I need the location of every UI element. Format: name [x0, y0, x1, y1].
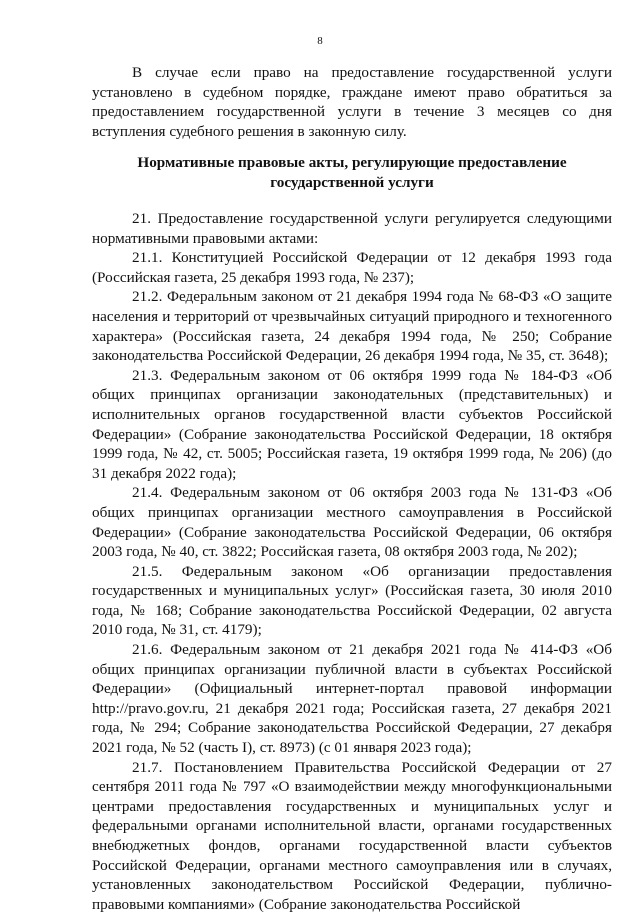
paragraph-21-4: 21.4. Федеральным законом от 06 октября 2003 года № 131-ФЗ «Об общих принципах организации местного самоуправления в Российской Федерации» (Собрание законодательства Российской Федерации, 06 октября 2003 года, № 40, ст. 3822; Российская газета, 08 октября 2003 года, № 202); — [92, 484, 612, 561]
intro-paragraph: В случае если право на предоставление государственной услуги установлено в судебном порядке, граждане имеют право обратиться за предоставлением государственной услуги в течение 3 месяцев со дня вступления судебного решения в законную силу. — [92, 64, 612, 140]
legal-acts-list — [92, 209, 612, 914]
page-number: 8 — [317, 35, 323, 47]
paragraph-21-5: 21.5. Федеральным законом «Об организации предоставления государственных и муниципальных услуг» (Российская газета, 30 июля 2010 года, № 168; Собрание законодательства Российской Федерации, 02 августа 2010 года, № 31, ст. 4179); — [92, 562, 612, 639]
section-heading-line-2: государственной услуги — [270, 173, 434, 191]
paragraph-21-3: 21.3. Федеральным законом от 06 октября 1999 года № 184-ФЗ «Об общих принципах организации законодательных (представительных) и исполнительных органов государственной власти субъектов Российской Федерации» (Собрание законодательства Российской Федерации, 18 октября 1999 года, № 42, ст. 5005; Российская газета, 19 октября 1999 года, № 206) (до 31 декабря 2022 года); — [92, 366, 612, 482]
section-heading-line-1: Нормативные правовые акты, регулирующие предоставление — [137, 154, 567, 171]
paragraph-21: 21. Предоставление государственной услуги регулируется следующими нормативными правовыми актами: — [92, 210, 612, 247]
paragraph-21-6: 21.6. Федеральным законом от 21 декабря 2021 года № 414-ФЗ «Об общих принципах организации публичной власти в субъектах Российской Федерации» (Официальный интернет-портал правовой информации http://pravo.gov.ru, 21 декабря 2021 года; Российская газета, 27 декабря 2021 года, № 294; Собрание законодательства Российской Федерации, 27 декабря 2021 года, № 52 (часть I), ст. 8973) (с 01 января 2023 года); — [92, 641, 612, 757]
intro-section — [92, 63, 612, 141]
paragraph-21-1: 21.1. Конституцией Российской Федерации от 12 декабря 1993 года (Российская газета, 25 декабря 1993 года, № 237); — [92, 249, 612, 286]
paragraph-21-7: 21.7. Постановлением Правительства Российской Федерации от 27 сентября 2011 года № 797 «О взаимодействии между многофункциональными центрами предоставления государственных и муниципальных услуг и федеральными органами исполнительной власти, органами государственных внебюджетных фондов, органами государственной власти субъектов Российской Федерации, органами местного самоуправления или в случаях, установленных законодательством Российской Федерации, публично-правовыми компаниями» (Собрание законодательства Российской — [92, 758, 612, 913]
section-heading — [92, 153, 612, 192]
paragraph-21-2: 21.2. Федеральным законом от 21 декабря 1994 года № 68-ФЗ «О защите населения и территорий от чрезвычайных ситуаций природного и техногенного характера» (Российская газета, 24 декабря 1994 года, № 250; Собрание законодательства Российской Федерации, 26 декабря 1994 года, № 35, ст. 3648); — [92, 288, 612, 365]
